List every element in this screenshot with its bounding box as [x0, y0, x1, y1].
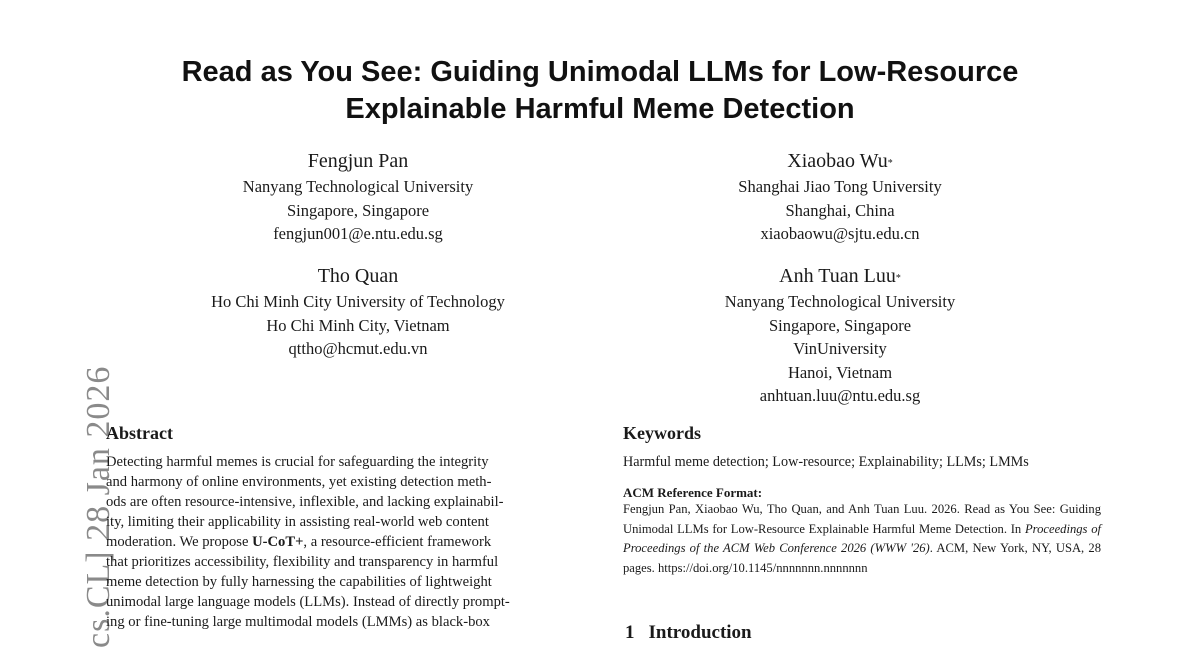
author-affiliation: Ho Chi Minh City University of Technology: [211, 292, 505, 311]
arxiv-stamp-text: cs.CL] 28 Jan 2026: [80, 365, 117, 648]
author-name: Xiaobao Wu*: [787, 150, 893, 172]
abstract-line: moderation. We propose U-CoT+, a resource-efficient framework: [106, 534, 492, 550]
author-name: Anh Tuan Luu*: [779, 265, 901, 287]
author-location: Shanghai, China: [785, 200, 895, 220]
author-location: Ho Chi Minh City, Vietnam: [266, 315, 450, 335]
author-email: qttho@hcmut.edu.vn: [288, 339, 428, 358]
author-location: Singapore, Singapore: [768, 315, 912, 335]
author-email: xiaobaowu@sjtu.edu.cn: [760, 224, 920, 243]
author-location-2: Hanoi, Vietnam: [787, 362, 893, 382]
author-block-4: [630, 264, 1050, 408]
abstract-heading: Abstract: [106, 423, 173, 443]
abstract-line: Detecting harmful memes is crucial for safeguarding the integrity: [106, 454, 489, 470]
author-affiliation: Nanyang Technological University: [242, 177, 474, 196]
author-name: Fengjun Pan: [307, 150, 409, 172]
title-line-1: Read as You See: Guiding Unimodal LLMs for Low-Resource: [181, 56, 1019, 88]
section-number: 1: [625, 622, 635, 643]
author-email: anhtuan.luu@ntu.edu.sg: [759, 386, 921, 405]
abstract-line: unimodal large language models (LLMs). Instead of directly prompt-: [106, 594, 510, 610]
author-affiliation: Shanghai Jiao Tong University: [738, 177, 942, 196]
framework-name: U-CoT+: [252, 534, 304, 550]
author-affiliation-2: VinUniversity: [793, 339, 887, 358]
keywords-heading: Keywords: [623, 423, 701, 443]
abstract-line: ing or fine-tuning large multimodal models (LMMs) as black-box: [106, 614, 490, 630]
abstract-line: ity, limiting their applicability in assisting real-world web content: [106, 514, 489, 530]
author-affiliation: Nanyang Technological University: [724, 292, 956, 311]
acm-reference-text: Fengjun Pan, Xiaobao Wu, Tho Quan, and Anh Tuan Luu. 2026. Read as You See: Guiding Unimodal LLMs for Low-Resource Explainable Harmful Meme Detection. In Proceedings of Proceedings of the ACM Web Conference 2026 (WWW '26). ACM, New York, NY, USA, 28 pages. https://doi.org/10.1145/nnnnnnn.nnnnnnn: [623, 502, 1101, 575]
corresponding-mark: *: [887, 158, 893, 169]
arxiv-side-stamp: [18, 330, 117, 648]
abstract-body: [106, 452, 578, 632]
author-name: Tho Quan: [317, 265, 399, 287]
author-block-2: [630, 149, 1050, 246]
introduction-heading: [625, 622, 752, 644]
author-block-3: [148, 264, 568, 361]
abstract-line: ods are often resource-intensive, inflexible, and lacking explainabil-: [106, 494, 504, 510]
paper-title: [120, 54, 1080, 128]
corresponding-mark: *: [895, 273, 901, 284]
abstract-line: meme detection by fully harnessing the capabilities of lightweight: [106, 574, 492, 590]
abstract-line: and harmony of online environments, yet existing detection meth-: [106, 474, 492, 490]
author-block-1: [148, 149, 568, 246]
keywords-text: Harmful meme detection; Low-resource; Explainability; LLMs; LMMs: [623, 454, 1029, 470]
abstract-line: that prioritizes accessibility, flexibility and transparency in harmful: [106, 554, 499, 570]
acm-venue: Proceedings of Proceedings of the ACM Web Conference 2026 (WWW '26): [623, 521, 1101, 556]
title-line-2: Explainable Harmful Meme Detection: [345, 93, 855, 125]
author-location: Singapore, Singapore: [286, 200, 430, 220]
section-title: Introduction: [648, 622, 752, 643]
author-email: fengjun001@e.ntu.edu.sg: [273, 224, 443, 243]
acm-reference-label: ACM Reference Format:: [623, 485, 763, 500]
